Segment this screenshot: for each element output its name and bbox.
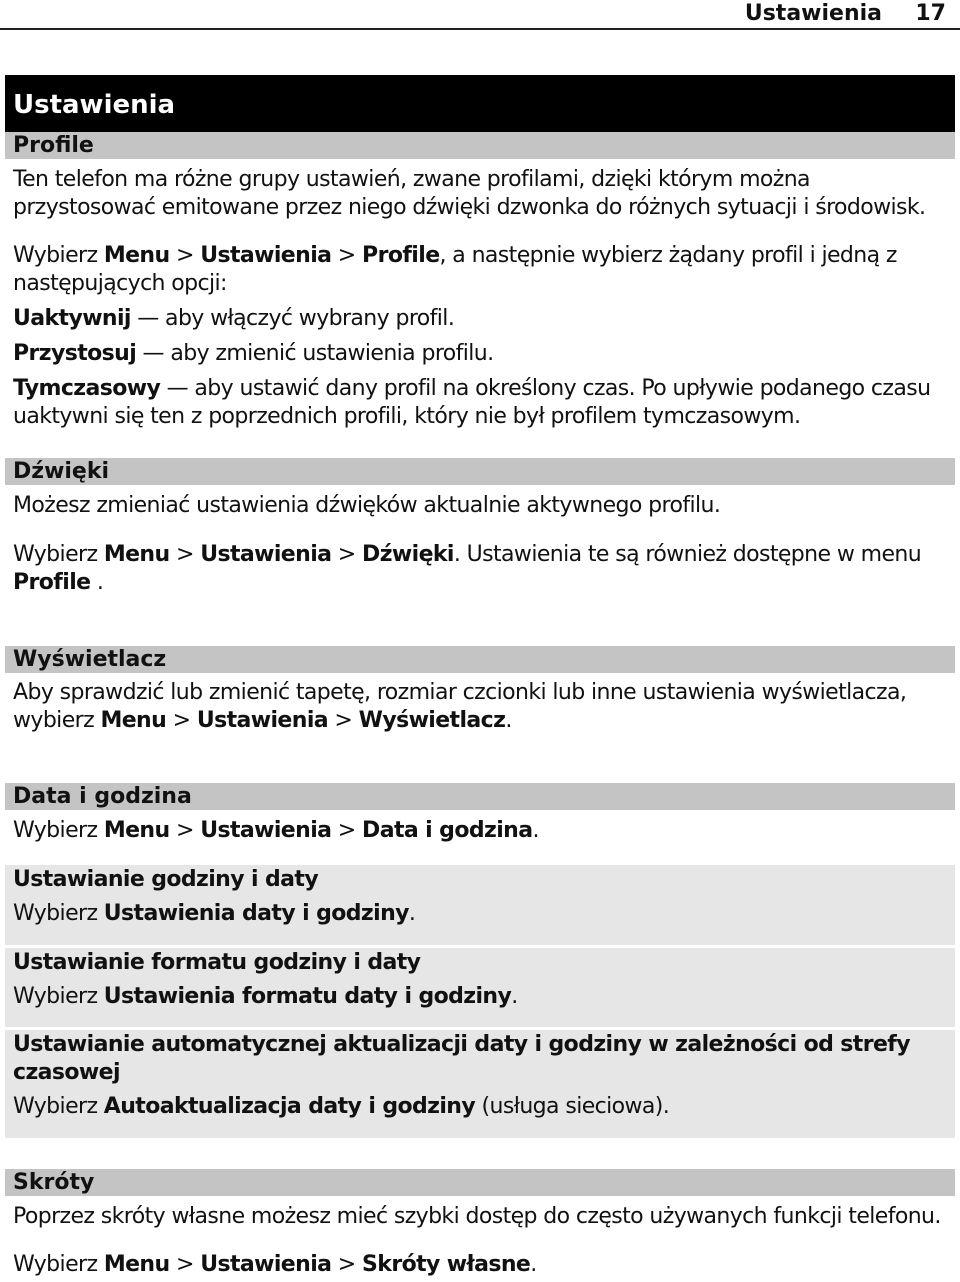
display-intro: Aby sprawdzić lub zmienić tapetę, rozmiar czcionki lub inne ustawienia wyświetlacza, wybierz Menu > Ustawienia > Wyświetlacz.: [13, 680, 907, 733]
section-title-shortcuts: Skróty: [5, 1169, 955, 1196]
section-title-sounds: Dźwięki: [5, 458, 955, 485]
section-title-display: Wyświetlacz: [5, 646, 955, 673]
subsection-format-time-date: Ustawianie formatu godziny i daty Wybierz Ustawienia formatu daty i godziny.: [5, 948, 955, 1027]
subsection-auto-update-time: Ustawianie automatycznej aktualizacji daty i godziny w zależności od strefy czasowej Wybierz Autoaktualizacja daty i godziny (usługa sieciowa).: [5, 1030, 955, 1138]
profile-option-customize: Przystosuj — aby zmienić ustawienia profilu.: [13, 341, 494, 366]
profile-instruction: Wybierz Menu > Ustawienia > Profile, a następnie wybierz żądany profil i jedną z następujących opcji:: [13, 243, 897, 296]
section-title-datetime: Data i godzina: [5, 783, 955, 810]
sounds-instruction: Wybierz Menu > Ustawienia > Dźwięki. Ustawienia te są również dostępne w menu Profile .: [13, 542, 922, 595]
running-title: Ustawienia: [744, 1, 882, 26]
shortcuts-intro: Poprzez skróty własne możesz mieć szybki dostęp do często używanych funkcji telefonu.: [13, 1204, 941, 1229]
datetime-instruction: Wybierz Menu > Ustawienia > Data i godzina.: [13, 818, 539, 843]
page-header: [0, 0, 960, 30]
page-number: 17: [915, 1, 946, 26]
sounds-intro: Możesz zmieniać ustawienia dźwięków aktualnie aktywnego profilu.: [13, 493, 721, 518]
profile-option-activate: Uaktywnij — aby włączyć wybrany profil.: [13, 306, 455, 331]
shortcuts-instruction: Wybierz Menu > Ustawienia > Skróty własne.: [13, 1252, 537, 1277]
subsection-set-time-date: Ustawianie godziny i daty Wybierz Ustawienia daty i godziny.: [5, 865, 955, 945]
section-title-profile: Profile: [5, 132, 955, 159]
profile-option-timed: Tymczasowy — aby ustawić dany profil na określony czas. Po upływie podanego czasu uaktywni się ten z poprzednich profili, który nie był profilem tymczasowym.: [13, 376, 931, 429]
chapter-title: Ustawienia: [5, 75, 955, 132]
profile-intro: Ten telefon ma różne grupy ustawień, zwane profilami, dzięki którym można przystosować emitowane przez niego dźwięki dzwonka do różnych sytuacji i środowisk.: [13, 167, 926, 220]
